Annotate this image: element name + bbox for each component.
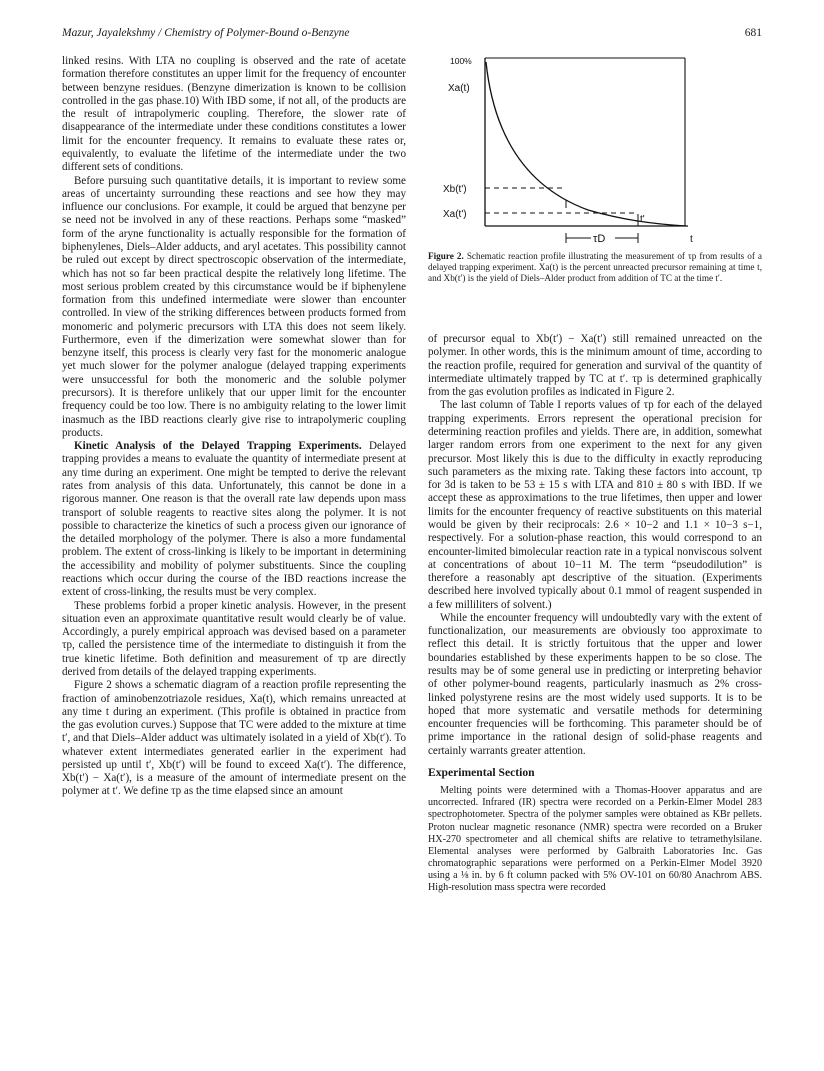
page-number: 681 [744, 27, 762, 39]
label-xa-t: Xa(t) [448, 83, 470, 94]
decay-curve [486, 62, 686, 226]
section-heading: Experimental Section [428, 766, 535, 779]
axis-label-100: 100% [450, 56, 472, 66]
paragraph: Before pursuing such quantitative details, it is important to review some areas of uncertainty surrounding these reactions and see how they may influence our conclusions. For example, it could be argued that benzyne per se need not be involved in any of these reactions. Perhaps some “masked” form of the aryne functionality is actually responsible for the formation of biphenylenes, Diels–Alder adducts, and aryl acetates. This possibility cannot be ruled out except by direct spectroscopic observation of the intermediate, which has not so far been practical despite the relatively long lifetime. The most serious problem created by this circumstance would be if biphenylene formation from this undefined intermediate were slower than encounter controlled. In view of the striking differences between products formed from monomeric and polymeric precursors with LTA this does not seem likely. Furthermore, even if the dimerization were somewhat slower than for benzyne itself, this process is clearly very fast for the monomeric analogue yet much slower for the polymer analogue (delayed trapping experiments were unsuccessful for both the monomeric and the soluble polymer precursors). It is therefore unlikely that our upper limit for the encounter frequency could be too low. There is no ambiguity relating to the lower limit inasmuch as the IBD reactions clearly give rise to intrapolymeric coupling products. [62, 174, 406, 439]
paragraph: While the encounter frequency will undoubtedly vary with the extent of functionalization, our measurements are obviously too approximate to reflect this detail. It is strictly fortuitous that the upper and lower boundaries established by these experiments happen to be so close. The results may be of some general use in predicting or interpreting behavior of other polymer-bound reagents, particularly inasmuch as 2% cross-linked polystyrene resins are the most widely used supports. It is to be hoped that more systematic and versatile methods for determining encounter frequencies will be forthcoming. This parameter should be of prime importance in the rational design of solid-phase reagents and certainly warrants greater attention. [428, 611, 762, 757]
running-title: Mazur, Jayalekshmy / Chemistry of Polymer-Bound o-Benzyne [62, 27, 350, 39]
reaction-profile-diagram [428, 48, 762, 258]
label-t: t [690, 234, 693, 245]
paragraph: linked resins. With LTA no coupling is observed and the rate of acetate formation therefore constitutes an upper limit for the frequency of encounter between benzyne residues. (Benzyne dimerization is known to be collision controlled in the gas phase.10) With IBD some, if not all, of the products are the result of intrapolymeric coupling. Therefore, the slower rate of disappearance of the intermediate under these conditions constitutes a lower limit for the encounter frequency. It remains to evaluate these rates or, equivalently, to evaluate the lifetime of the intermediate under the two different sets of conditions. [62, 55, 406, 174]
label-tau: τD [593, 233, 606, 245]
label-xa-tprime: Xa(t') [443, 209, 467, 220]
label-xb-tprime: Xb(t') [443, 184, 467, 195]
paragraph: The last column of Table I reports values of τp for each of the delayed trapping experiments. Errors represent the operational precision for determining reaction profiles and yields. There are, in addition, somewhat larger random errors from one experiment to the next for any given precursor. Most likely this is due to the difficulty in exactly reproducing such parameters as the mixing rate. Taking these factors into account, τp for 3d is taken to be 53 ± 15 s with LTA and 810 ± 80 s with IBD. If we accept these as approximations to the true lifetimes, then upper and lower limits for the encounter frequency of reactive substituents on this material would be given by their reciprocals: 2.6 × 10−2 and 1.1 × 10−3 s−1, respectively. For a solution-phase reaction, this would correspond to an encounter-limited bimolecular reaction rate in a typical nonviscous solvent at concentrations of about 10−11 M. The term “pseudodilution” is therefore a reasonably apt descriptive of the situation. (Experiments described here involved typically about 0.1 mmol of reagent suspended in a few milliliters of solvent.) [428, 399, 762, 611]
right-column [428, 333, 762, 894]
caption-number: Figure 2. [428, 251, 464, 261]
figure-caption [428, 251, 762, 284]
paragraph: of precursor equal to Xb(t′) − Xa(t′) still remained unreacted on the polymer. In other words, this is the minimum amount of time, according to the reaction profile, required for generation and survival of the quantity of intermediate ultimately trapped by TC at t′. τp is determined graphically from the gas evolution profiles as indicated in Figure 2. [428, 333, 762, 399]
paragraph: Figure 2 shows a schematic diagram of a reaction profile representing the fraction of aminobenzotriazole residues, Xa(t), which remains unreacted at any time t during an experiment. (This profile is obtained in practice from the gas evolution curves.) Suppose that TC were added to the mixture at time t′, and that Diels–Alder adduct was ultimately isolated in a yield of Xb(t′). To whatever extent intermediates generated earlier in the experiment had persisted up until t′, Xb(t′) will be found to exceed Xa(t′). The difference, Xb(t′) − Xa(t′), is a measure of the amount of intermediate present on the polymer at t′. We define τp as the time elapsed since an amount [62, 679, 406, 798]
caption-text: Schematic reaction profile illustrating the measurement of τp from results of a delayed trapping experiment. Xa(t) is the percent unreacted precursor remaining at time t, and Xb(t′) is the yield of Diels–Alder product from addition of TC at the time t′. [428, 251, 763, 284]
paragraph-text: Delayed trapping provides a means to evaluate the quantity of intermediate present at any time during an experiment. One might be tempted to derive the relevant rates from analysis of this data. Unfortunately, this cannot be done in a rigorous manner. One reason is that the overall rate law depends upon mass transport of soluble reagents to reactive sites along the polymer. It is not possible to characterize the kinetics of such a process given our ignorance of the detailed morphology of the polymer. There is also a more fundamental problem. The extent of cross-linking is likely to be important in determining the accessibility and mobility of polymer substituents. Since the coupling reactions which occur during the course of the IBD reactions increase the extent of cross-linking, the results must be very complex. [62, 440, 406, 599]
label-tprime: t' [640, 214, 645, 225]
left-column [62, 55, 406, 799]
figure-2 [428, 48, 762, 258]
paragraph-kinetic-analysis [62, 440, 406, 599]
section-heading-inline: Kinetic Analysis of the Delayed Trapping Experiments. [74, 440, 362, 453]
paragraph: Melting points were determined with a Thomas-Hoover apparatus and are uncorrected. Infrared (IR) spectra were recorded on a Perkin-Elmer Model 283 spectrophotometer. Spectra of the polymer samples were obtained as KBr pellets. Proton nuclear magnetic resonance (NMR) spectra were recorded on a Bruker HX-270 spectrometer and all chemical shifts are relative to tetramethylsilane. Elemental analyses were performed by Galbraith Laboratories Inc. Gas chromatographic separations were performed on a Perkin-Elmer Model 3920 using a ⅛ in. by 6 ft column packed with 5% OV-101 on 60/80 Anachrom ABS. High-resolution mass spectra were recorded [428, 785, 762, 894]
experimental-body [428, 785, 762, 894]
paragraph: These problems forbid a proper kinetic analysis. However, in the present situation even an approximate quantitative result would clearly be of value. Accordingly, a purely empirical approach was devised based on a parameter τp, called the persistence time of the intermediate to distinguish it from the true kinetic lifetime. Both definition and measurement of τp are directly derived from details of the delayed trapping experiments. [62, 599, 406, 678]
